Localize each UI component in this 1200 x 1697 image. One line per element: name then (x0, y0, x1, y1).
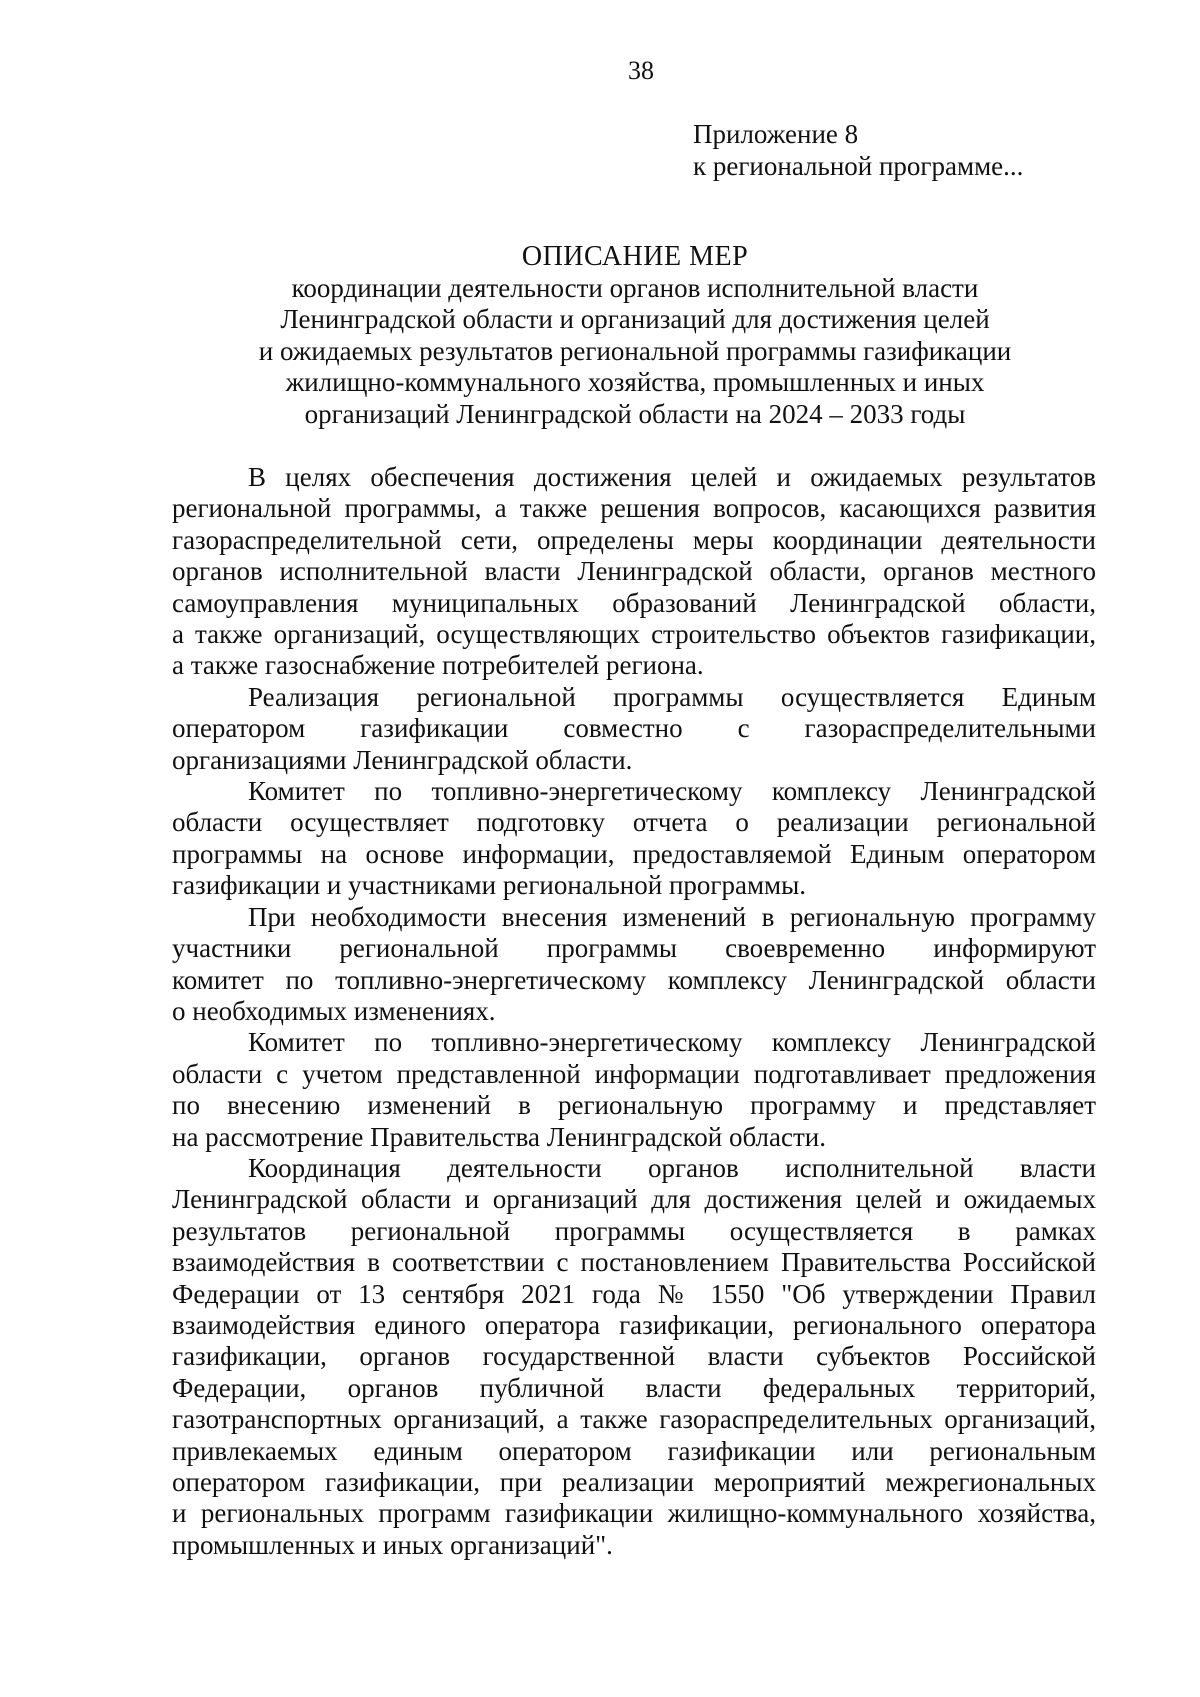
paragraph-implementation (172, 682, 1096, 776)
text-line: оператором газификации совместно с газораспределительными (172, 713, 1096, 744)
text-line: газификации, органов государственной власти субъектов Российской (172, 1341, 1096, 1372)
paragraph-changes-notice (172, 902, 1096, 1028)
text-line: газораспределительной сети, определены меры координации деятельности (172, 524, 1096, 555)
appendix-program-ref: к региональной программе... (693, 151, 1024, 181)
text-line: программы на основе информации, предоставляемой Единым оператором (172, 838, 1096, 869)
title-heading: ОПИСАНИЕ МЕР (521, 241, 749, 272)
text-line: Координация деятельности органов исполнительной власти (248, 1152, 1096, 1183)
text-line: Реализация региональной программы осуществляется Единым (248, 681, 1096, 712)
appendix-reference (693, 118, 1023, 182)
text-line: области с учетом представленной информации подготавливает предложения (172, 1058, 1096, 1089)
text-line: Комитет по топливно-энергетическому комплексу Ленинградской (248, 1027, 1096, 1058)
text-line: привлекаемых единым оператором газификации или региональным (172, 1435, 1096, 1466)
paragraph-reporting (172, 776, 1096, 902)
paragraph-coordination (172, 1153, 1096, 1561)
text-line: области осуществляет подготовку отчета о реализации региональной (172, 807, 1096, 838)
text-line: а также газоснабжение потребителей региона. (172, 650, 704, 681)
text-line: взаимодействия в соответствии с постановлением Правительства Российской (172, 1247, 1096, 1278)
text-line: Комитет по топливно-энергетическому комплексу Ленинградской (248, 776, 1096, 807)
text-line: При необходимости внесения изменений в региональную программу (248, 901, 1096, 932)
paragraph-changes-proposal (172, 1027, 1096, 1153)
text-line: самоуправления муниципальных образований Ленинградской области, (172, 587, 1096, 618)
title-line: жилищно-коммунального хозяйства, промышленных и иных (285, 367, 985, 397)
title-line: координации деятельности органов исполнительной власти (291, 272, 979, 303)
text-line: на рассмотрение Правительства Ленинградской области. (172, 1121, 826, 1152)
text-line: организациями Ленинградской области. (172, 744, 633, 775)
title-line: организаций Ленинградской области на 2024 – 2033 годы (304, 398, 966, 429)
text-line: газотранспортных организаций, а также газораспределительных организаций, (172, 1404, 1096, 1435)
text-line: оператором газификации, при реализации мероприятий межрегиональных (172, 1467, 1096, 1497)
document-title (170, 241, 1100, 430)
text-line: участники региональной программы своевременно информируют (172, 933, 1096, 964)
text-line: газификации и участниками региональной программы. (172, 870, 807, 901)
text-line: комитет по топливно-энергетическому комплексу Ленинградской области (172, 964, 1096, 995)
text-line: Ленинградской области и организаций для достижения целей и ожидаемых (172, 1184, 1096, 1215)
text-line: о необходимых изменениях. (172, 995, 496, 1026)
text-line: а также организаций, осуществляющих строительство объектов газификации, (172, 619, 1096, 650)
text-line: взаимодействия единого оператора газификации, регионального оператора (172, 1309, 1096, 1340)
text-line: Федерации от 13 сентября 2021 года № 1550 "Об утверждении Правил (172, 1278, 1096, 1309)
appendix-label: Приложение 8 (693, 119, 859, 149)
text-line: по внесению изменений в региональную программу и представляет (172, 1090, 1096, 1121)
text-line: и региональных программ газификации жилищно-коммунального хозяйства, (172, 1498, 1096, 1529)
text-line: промышленных и иных организаций". (172, 1529, 613, 1560)
title-line: и ожидаемых результатов региональной программы газификации (258, 335, 1012, 366)
paragraph-goals (172, 462, 1096, 682)
title-line: Ленинградской области и организаций для достижения целей (280, 304, 990, 334)
text-line: региональной программы, а также решения вопросов, касающихся развития (172, 493, 1096, 524)
text-line: В целях обеспечения достижения целей и ожидаемых результатов (248, 462, 1096, 492)
text-line: органов исполнительной власти Ленинградской области, органов местного (172, 556, 1096, 587)
text-line: результатов региональной программы осуществляется в рамках (172, 1215, 1096, 1246)
page-number: 38 (628, 56, 654, 85)
text-line: Федерации, органов публичной власти федеральных территорий, (172, 1372, 1096, 1403)
document-body (172, 462, 1096, 1561)
